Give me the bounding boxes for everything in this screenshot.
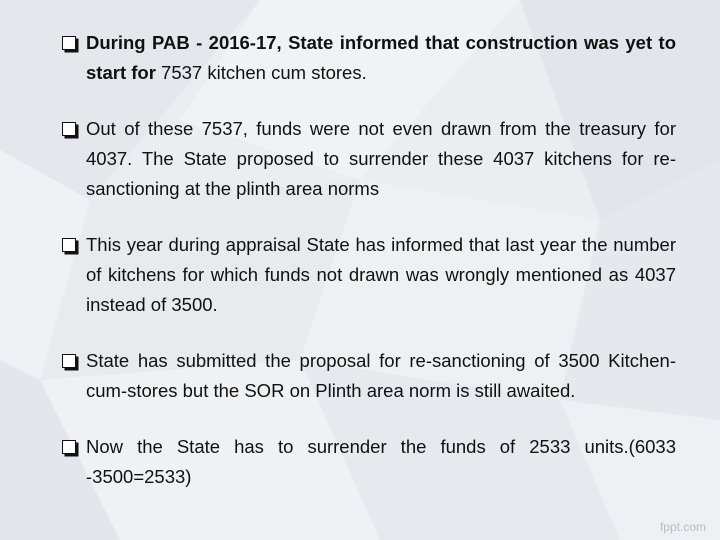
bullet-item-5: [62, 432, 676, 492]
checkbox-bullet-icon: [62, 36, 76, 50]
bullet-1-text: 7537 kitchen cum stores.: [161, 62, 367, 83]
checkbox-bullet-icon: [62, 440, 76, 454]
bullet-3-text: This year during appraisal State has informed that last year the number of kitchens for which funds not drawn was wrongly mentioned as 4037 instead of 3500.: [86, 234, 676, 315]
bullet-1-bold-text: During PAB - 2016-17, State informed that construction was yet to start for: [86, 32, 676, 83]
checkbox-bullet-icon: [62, 238, 76, 252]
bullet-item-4: [62, 346, 676, 406]
bullet-5-text: Now the State has to surrender the funds of 2533 units.(6033 -3500=2533): [86, 436, 676, 487]
bullet-4-text: State has submitted the proposal for re-sanctioning of 3500 Kitchen-cum-stores but the SOR on Plinth area norm is still awaited.: [86, 350, 676, 401]
bullet-item-3: [62, 230, 676, 320]
checkbox-bullet-icon: [62, 122, 76, 136]
checkbox-bullet-icon: [62, 354, 76, 368]
watermark: fppt.com: [659, 520, 706, 534]
slide-content: [62, 28, 676, 492]
bullet-2-text: Out of these 7537, funds were not even drawn from the treasury for 4037. The State proposed to surrender these 4037 kitchens for re-sanctioning at the plinth area norms: [86, 118, 676, 199]
bullet-item-1: [62, 28, 676, 88]
bullet-item-2: [62, 114, 676, 204]
